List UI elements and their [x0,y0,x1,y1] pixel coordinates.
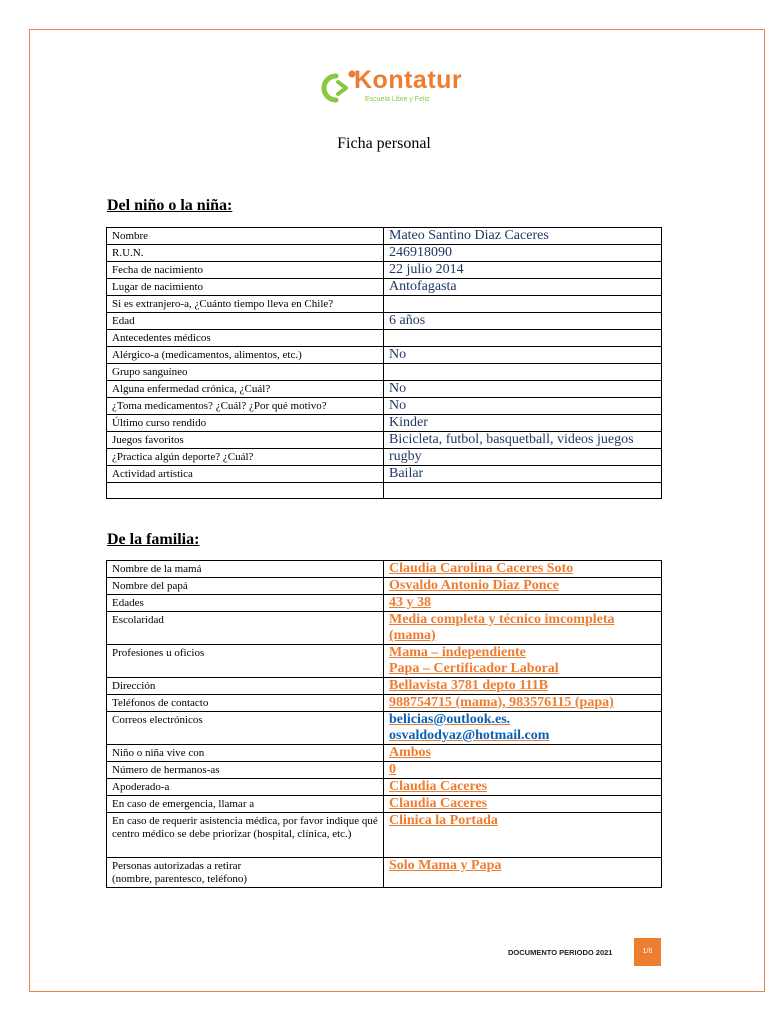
table-row [107,779,662,796]
field-label-text: (nombre, parentesco, teléfono) [112,873,247,885]
field-label: Edad [107,313,384,330]
field-label: Alérgico-a (medicamentos, alimentos, etc.) [107,347,384,364]
field-label-text: Escolaridad [112,614,164,626]
field-value-text: Claudia Carolina Caceres Soto [389,561,574,576]
field-label: Último curso rendido [107,415,384,432]
field-label-text: Nombre del papá [112,580,188,592]
field-value [384,796,662,813]
field-label: Grupo sanguíneo [107,364,384,381]
email-link[interactable]: osvaldodyaz@hotmail.com [389,728,550,743]
field-value [384,364,662,381]
field-value: Kinder [384,415,662,432]
table-row [107,466,662,483]
table-row [107,762,662,779]
field-value [384,813,662,858]
field-label-text: Correos electrónicos [112,714,203,726]
field-label-text: Niño o niña vive con [112,747,205,759]
field-label [107,695,384,712]
table-row [107,595,662,612]
field-label [107,813,384,858]
field-value-text: 988754715 (mama), 983576115 (papa) [389,695,614,710]
table-row [107,612,662,645]
table-row [107,578,662,595]
field-value: Bailar [384,466,662,483]
field-value-text: 43 y 38 [389,595,431,610]
field-label-text: Nombre de la mamá [112,563,202,575]
field-value [384,578,662,595]
table-row [107,245,662,262]
field-value-text: Clinica la Portada [389,813,498,828]
field-label-text: Profesiones u oficios [112,647,205,659]
field-value: Antofagasta [384,279,662,296]
table-row [107,813,662,858]
table-row [107,279,662,296]
field-value [384,330,662,347]
field-label-text: Teléfonos de contacto [112,697,209,709]
table-row [107,678,662,695]
table-row [107,483,662,499]
field-label: Alguna enfermedad crónica, ¿Cuál? [107,381,384,398]
field-value: rugby [384,449,662,466]
field-value-text: Osvaldo Antonio Diaz Ponce [389,578,559,593]
field-value-text: Claudia Caceres [389,796,488,811]
field-label: ¿Practica algún deporte? ¿Cuál? [107,449,384,466]
field-label [107,645,384,678]
table-row [107,449,662,466]
field-value [384,858,662,888]
field-label: ¿Toma medicamentos? ¿Cuál? ¿Por qué motivo? [107,398,384,415]
field-value [384,595,662,612]
field-value-text: Mama – independiente [389,645,526,660]
page-number-badge: 1/6 [634,938,661,966]
field-label: Antecedentes médicos [107,330,384,347]
field-value [384,678,662,695]
field-label: Fecha de nacimiento [107,262,384,279]
field-label [107,745,384,762]
field-label-text: Dirección [112,680,156,692]
field-label [107,483,384,499]
field-value [384,745,662,762]
field-label [107,779,384,796]
field-value-text: Ambos [389,745,432,760]
field-value-text: Claudia Caceres [389,779,488,794]
table-row [107,228,662,245]
field-value: 22 julio 2014 [384,262,662,279]
table-row [107,745,662,762]
field-value [384,762,662,779]
family-section-heading: De la familia: [107,531,200,548]
logo-brand: Kontatur [354,66,463,94]
table-row [107,262,662,279]
field-label-text: Edades [112,597,144,609]
field-label [107,712,384,745]
field-value: No [384,347,662,364]
footer-document-label: DOCUMENTO PERIODO 2021 [508,948,613,957]
field-label: Actividad artística [107,466,384,483]
table-row [107,432,662,449]
family-table [106,560,662,888]
field-value-text: Media completa y técnico imcompleta (mama) [389,612,615,643]
field-label [107,578,384,595]
field-value [384,483,662,499]
kontatur-logo [318,66,463,108]
table-row [107,561,662,578]
table-row [107,364,662,381]
field-value-text: Solo Mama y Papa [389,858,502,873]
table-row [107,296,662,313]
field-value-text: Bellavista 3781 depto 111B [389,678,549,693]
field-label: Nombre [107,228,384,245]
field-label-text: En caso de requerir asistencia médica, por favor indique qué centro médico se debe priorizar (hospital, clínica, etc.) [112,815,378,840]
kontatur-logo-icon [318,68,358,108]
table-row [107,347,662,364]
field-value: No [384,381,662,398]
field-label: Si es extranjero-a, ¿Cuánto tiempo lleva en Chile? [107,296,384,313]
table-row [107,858,662,888]
field-label-text: Número de hermanos-as [112,764,220,776]
table-row [107,381,662,398]
field-label [107,796,384,813]
field-value: 6 años [384,313,662,330]
field-label-text: Personas autorizadas a retirar [112,860,242,872]
field-value [384,695,662,712]
field-label [107,762,384,779]
field-label [107,561,384,578]
table-row [107,398,662,415]
table-row [107,645,662,678]
field-label [107,612,384,645]
field-value [384,712,662,745]
field-value [384,779,662,796]
field-value: 246918090 [384,245,662,262]
child-section-heading: Del niño o la niña: [107,197,233,214]
field-label-text: En caso de emergencia, llamar a [112,798,255,810]
field-label-text: Apoderado-a [112,781,170,793]
field-value: No [384,398,662,415]
field-value [384,296,662,313]
field-value: Mateo Santino Diaz Caceres [384,228,662,245]
table-row [107,313,662,330]
child-table [106,227,662,499]
field-label [107,858,384,888]
field-value-text: Papa – Certificador Laboral [389,661,559,676]
field-label: Lugar de nacimiento [107,279,384,296]
field-label [107,595,384,612]
field-label: R.U.N. [107,245,384,262]
document-title: Ficha personal [337,135,431,152]
email-link[interactable]: belicias@outlook.es. [389,712,511,727]
table-row [107,330,662,347]
logo-tagline: Escuela Libre y Feliz [365,96,430,103]
table-row [107,796,662,813]
field-value: Bicicleta, futbol, basquetball, videos juegos [384,432,662,449]
field-value [384,561,662,578]
table-row [107,695,662,712]
field-value [384,612,662,645]
field-label [107,678,384,695]
field-label: Juegos favoritos [107,432,384,449]
table-row [107,415,662,432]
field-value-text: 0 [389,762,396,777]
table-row [107,712,662,745]
field-value [384,645,662,678]
